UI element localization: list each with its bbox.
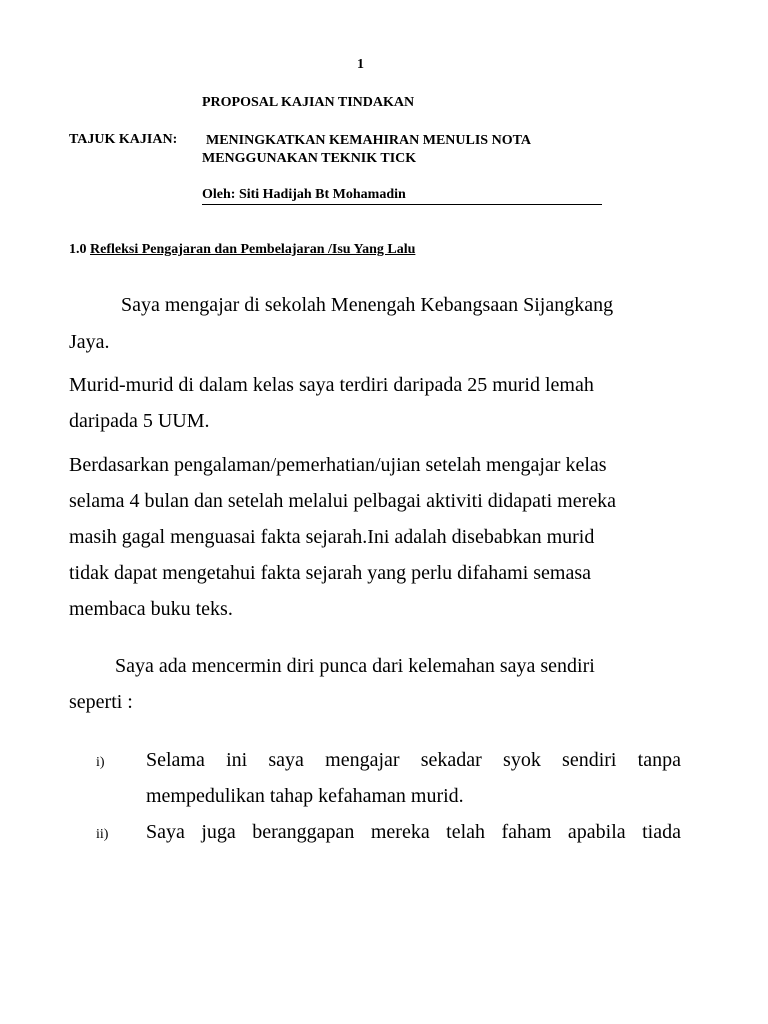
- list-marker-i: i): [96, 755, 105, 770]
- author-line: Oleh: Siti Hadijah Bt Mohamadin: [202, 187, 602, 205]
- paragraph-4-line-2: seperti :: [69, 691, 133, 713]
- list-item-1-line-2: mempedulikan tahap kefahaman murid.: [146, 785, 464, 807]
- tajuk-title-line-1: MENINGKATKAN KEMAHIRAN MENULIS NOTA: [206, 133, 531, 148]
- document-title: PROPOSAL KAJIAN TINDAKAN: [202, 95, 415, 110]
- tajuk-title-line-2: MENGGUNAKAN TEKNIK TICK: [202, 151, 417, 166]
- tajuk-label: TAJUK KAJIAN:: [69, 132, 178, 147]
- section-title: Refleksi Pengajaran dan Pembelajaran /Isu Yang Lalu: [90, 242, 416, 257]
- paragraph-3-line-4: tidak dapat mengetahui fakta sejarah yang perlu difahami semasa: [69, 562, 592, 584]
- page-number: 1: [357, 57, 364, 72]
- paragraph-3-line-3: masih gagal menguasai fakta sejarah.Ini adalah disebabkan murid: [69, 526, 595, 548]
- section-heading: [69, 242, 415, 258]
- list-item-2-line-1: Saya juga beranggapan mereka telah faham apabila tiada: [146, 821, 681, 843]
- paragraph-1-line-2: Jaya.: [69, 331, 110, 353]
- section-number: 1.0: [69, 242, 87, 257]
- paragraph-1-line-1: Saya mengajar di sekolah Menengah Kebangsaan Sijangkang: [121, 294, 614, 316]
- paragraph-3-line-1: Berdasarkan pengalaman/pemerhatian/ujian setelah mengajar kelas: [69, 454, 607, 476]
- paragraph-4-line-1: Saya ada mencermin diri punca dari kelemahan saya sendiri: [115, 655, 595, 677]
- paragraph-2-line-1: Murid-murid di dalam kelas saya terdiri daripada 25 murid lemah: [69, 374, 594, 396]
- list-marker-ii: ii): [96, 827, 109, 842]
- paragraph-3-line-5: membaca buku teks.: [69, 598, 233, 620]
- paragraph-3-line-2: selama 4 bulan dan setelah melalui pelbagai aktiviti didapati mereka: [69, 490, 617, 512]
- list-item-1-line-1: Selama ini saya mengajar sekadar syok sendiri tanpa: [146, 749, 681, 771]
- paragraph-2-line-2: daripada 5 UUM.: [69, 410, 210, 432]
